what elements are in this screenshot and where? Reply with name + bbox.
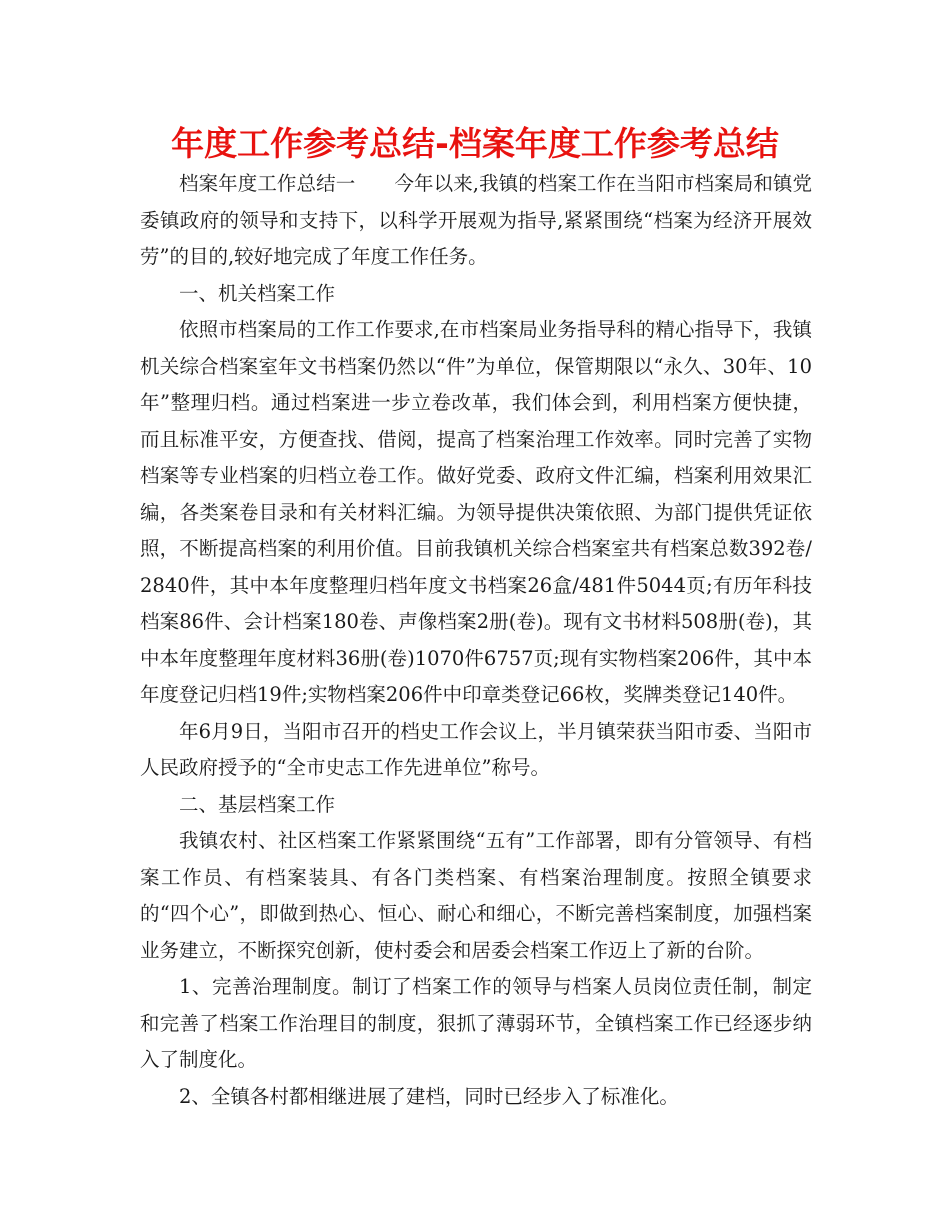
paragraph-agency-archives: 依照市档案局的工作工作要求,在市档案局业务指导科的精心指导下，我镇机关综合档案室年文书档案仍然以“件”为单位，保管期限以“永久、30年、10年”整理归档。通过档案进一步立卷改革，我们体会到，利用档案方便快捷，而且标准平安，方便查找、借阅，提高了档案治理工作效率。同时完善了实物档案等专业档案的归档立卷工作。做好党委、政府文件汇编，档案利用效果汇编，各类案卷目录和有关材料汇编。为领导提供决策依照、为部门提供凭证依照，不断提高档案的利用价值。目前我镇机关综合档案室共有档案总数392卷/2840件，其中本年度整理归档年度文书档案26盒/481件5044页;有历年科技档案86件、会计档案180卷、声像档案2册(卷)。现有文书材料508册(卷)，其中本年度整理年度材料36册(卷)1070件6757页;现有实物档案206件，其中本年度登记归档19件;实物档案206件中印章类登记66枚，奖牌类登记140件。 bbox=[140, 318, 812, 706]
paragraph-grassroots-archives: 我镇农村、社区档案工作紧紧围绕“五有”工作部署，即有分管领导、有档案工作员、有档案装具、有各门类档案、有档案治理制度。按照全镇要求的“四个心”，即做到热心、恒心、耐心和细心，不断完善档案制度，加强档案业务建立，不断探究创新，使村委会和居委会档案工作迈上了新的台阶。 bbox=[140, 829, 812, 962]
section-heading-grassroots-archives: 二、基层档案工作 bbox=[179, 792, 336, 816]
paragraph-management-system: 1、完善治理制度。制订了档案工作的领导与档案人员岗位责任制，制定和完善了档案工作治理目的制度，狠抓了薄弱环节，全镇档案工作已经逐步纳入了制度化。 bbox=[140, 975, 812, 1071]
paragraph-award: 年6月9日，当阳市召开的档史工作会议上，半月镇荣获当阳市委、当阳市人民政府授予的“全市史志工作先进单位”称号。 bbox=[140, 719, 812, 779]
document-title: 年度工作参考总结-档案年度工作参考总结 bbox=[171, 124, 779, 163]
paragraph-intro: 档案年度工作总结一 今年以来,我镇的档案工作在当阳市档案局和镇党委镇政府的领导和支持下，以科学开展观为指导,紧紧围绕“档案为经济开展效劳”的目的,较好地完成了年度工作任务。 bbox=[140, 172, 812, 268]
section-heading-agency-archives: 一、机关档案工作 bbox=[179, 281, 336, 305]
document-body bbox=[140, 166, 812, 1115]
paragraph-standardization: 2、全镇各村都相继进展了建档，同时已经步入了标准化。 bbox=[179, 1084, 679, 1108]
